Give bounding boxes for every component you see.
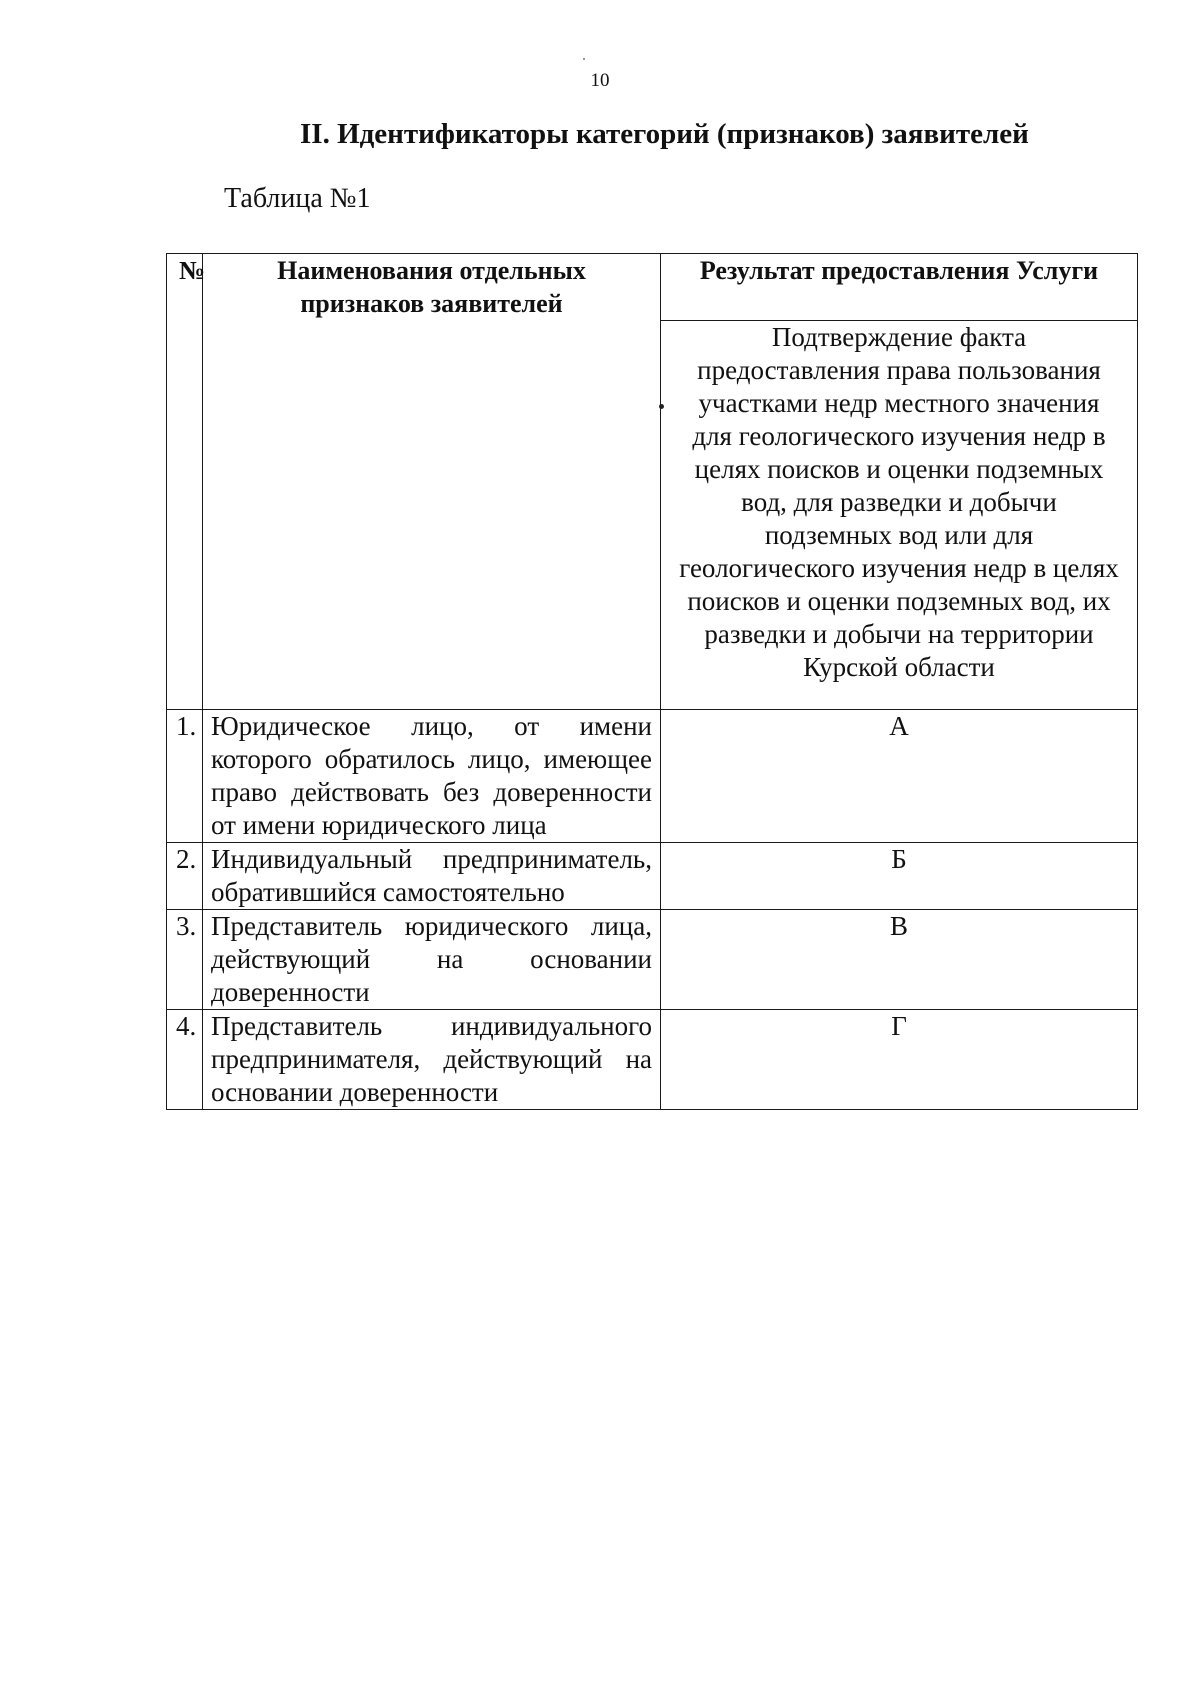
table-row [167,843,1138,910]
row-result-code: В [661,910,1138,1010]
row-number: 3. [167,910,203,1010]
header-applicant-attributes [203,254,661,710]
row-applicant-category: Представитель юридического лица, действующий на основании доверенности [203,910,661,1010]
row-applicant-category: Индивидуальный предприниматель, обратившийся самостоятельно [203,843,661,910]
table-header-row [167,254,1138,321]
table-row [167,1010,1138,1110]
table-row [167,910,1138,1010]
header-result-description: Подтверждение факта предоставления права пользования участками недр местного значения для геологического изучения недр в целях поисков и оценки подземных вод, для разведки и добычи подземных вод или для геологического изучения недр в целях поисков и оценки подземных вод, их разведки и добычи на территории Курской области [661,321,1138,710]
row-applicant-category: Представитель индивидуального предпринимателя, действующий на основании доверенности [203,1010,661,1110]
header-result-text: Результат предоставления Услуги [699,256,1099,285]
row-number: 2. [167,843,203,910]
row-number: 1. [167,710,203,843]
header-result [661,254,1138,321]
scan-artifact [583,58,585,60]
row-number: 4. [167,1010,203,1110]
header-number: № [167,254,203,710]
header-applicant-attributes-text: Наименования отдельных признаков заявителей [277,256,586,318]
section-heading: II. Идентификаторы категорий (признаков) заявителей [300,118,1029,150]
table-caption: Таблица №1 [224,183,371,214]
row-result-code: Б [661,843,1138,910]
applicant-categories-table [166,253,1138,1110]
scan-dot-artifact [659,404,664,409]
row-applicant-category: Юридическое лицо, от имени которого обратилось лицо, имеющее право действовать без доверенности от имени юридического лица [203,710,661,843]
row-result-code: А [661,710,1138,843]
table-row [167,710,1138,843]
page-number: 10 [590,70,610,91]
row-result-code: Г [661,1010,1138,1110]
